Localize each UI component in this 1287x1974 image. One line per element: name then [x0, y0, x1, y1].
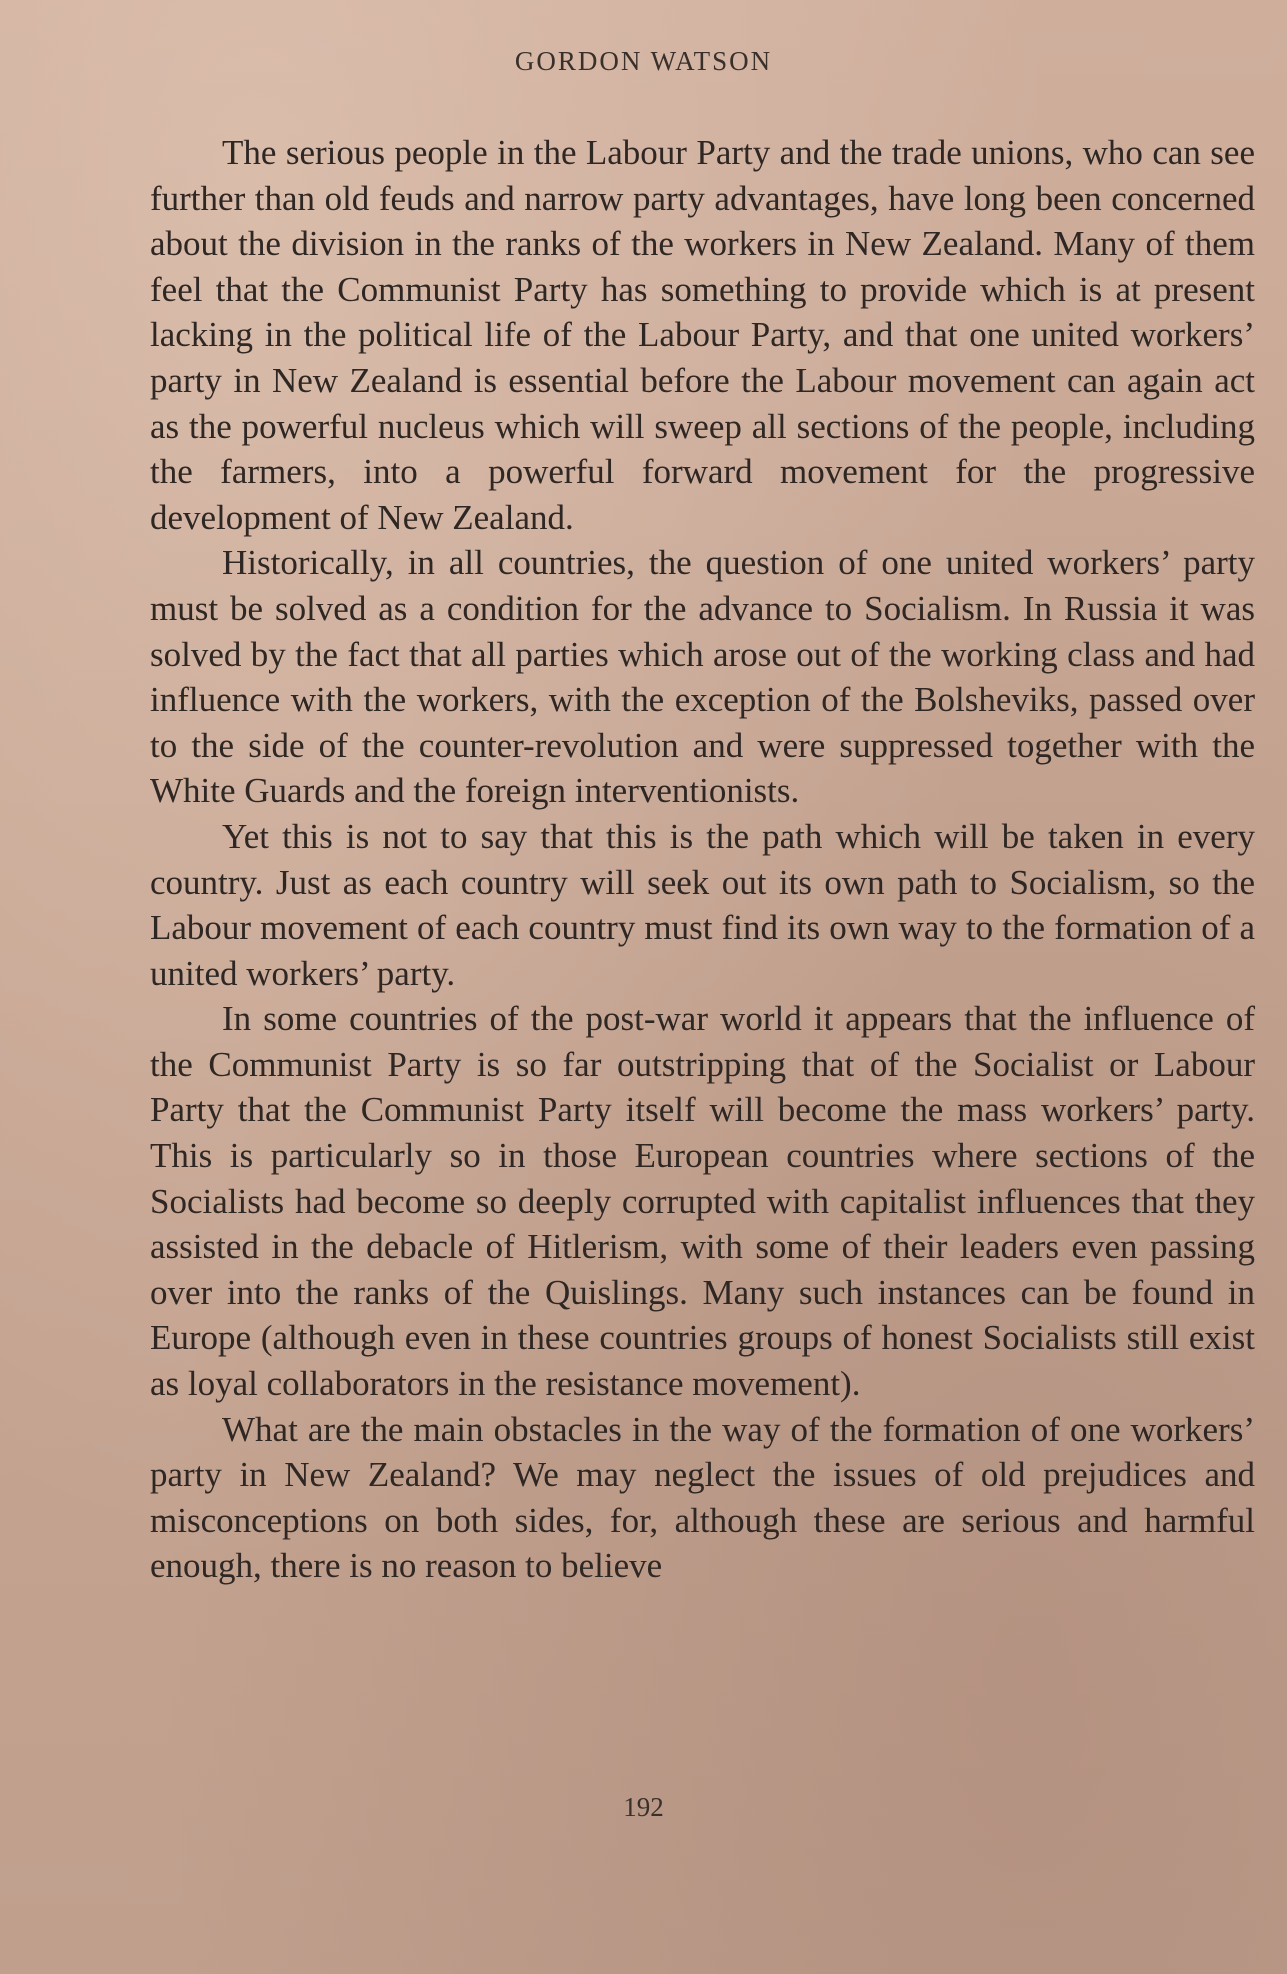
page-number: 192 [623, 1792, 664, 1822]
paragraph-4: In some countries of the post-war world it appears that the influence of the Communist Party is so far outstripping that of the Socialist or Labour Party that the Communist Party itself will become the mass workers’ party. This is particularly so in those European countries where sections of the Socialists had become so deeply corrupted with capitalist influences that they assisted in the debacle of Hitlerism, with some of their leaders even passing over into the ranks of the Quislings. Many such instances can be found in Europe (although even in these countries groups of honest Socialists still exist as loyal collaborators in the resistance movement). [150, 999, 1255, 1404]
running-head: GORDON WATSON [514, 46, 773, 76]
paragraph-5: What are the main obstacles in the way of the formation of one workers’ party in New Zealand? We may neglect the issues of old prejudices and misconceptions on both sides, for, although these are serious and harmful enough, there is no reason to believe [150, 1409, 1255, 1586]
paragraph-3: Yet this is not to say that this is the path which will be taken in every country. Just as each country will seek out its own path to Socialism, so the Labour movement of each country must find its own way to the formation of a united workers’ party. [150, 816, 1255, 993]
body-text [150, 130, 1255, 1589]
paragraph-2: Historically, in all countries, the question of one united workers’ party must be solved as a condition for the advance to Socialism. In Russia it was solved by the fact that all parties which arose out of the working class and had influence with the workers, with the exception of the Bolsheviks, passed over to the side of the counter-revolution and were suppressed together with the White Guards and the foreign interventionists. [150, 543, 1255, 811]
paragraph-1: The serious people in the Labour Party and the trade unions, who can see further than old feuds and narrow party advantages, have long been concerned about the division in the ranks of the workers in New Zealand. Many of them feel that the Communist Party has something to provide which is at present lacking in the political life of the Labour Party, and that one united workers’ party in New Zealand is essential before the Labour movement can again act as the powerful nucleus which will sweep all sections of the people, including the farmers, into a powerful forward movement for the progressive development of New Zealand. [150, 133, 1255, 537]
